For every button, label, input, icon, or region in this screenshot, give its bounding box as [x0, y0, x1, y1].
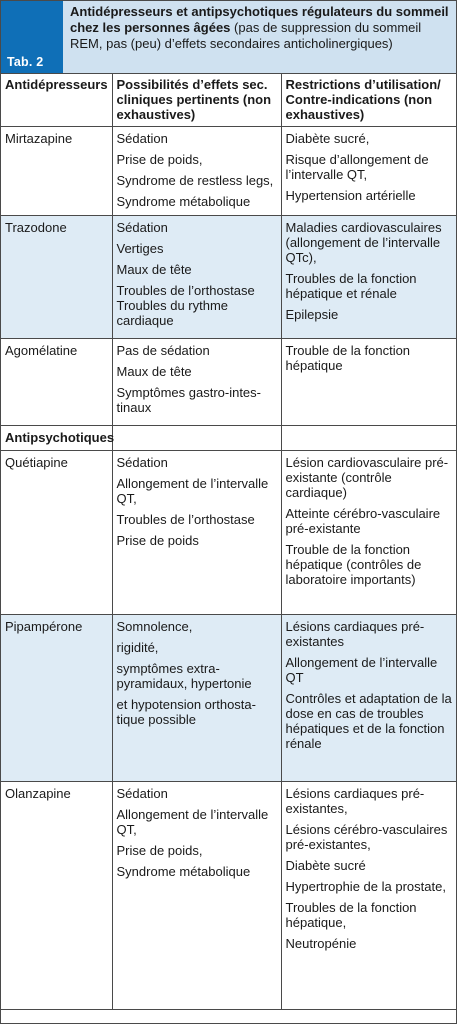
effect-item: Vertiges [116, 241, 164, 256]
drug-name: Agomélatine [1, 339, 112, 426]
effect-item: Maux de tête [116, 364, 192, 379]
effects-cell [112, 615, 281, 782]
restriction-item: Lésions cérébro-vasculaires pré-existantes, [285, 822, 448, 852]
restriction-item: Atteinte cérébro-vasculaire pré-existante [285, 506, 441, 536]
restriction-item: Lésions cardiaques pré-existantes [285, 619, 425, 649]
effect-item: symptômes extra-pyramidaux, hypertonie [116, 661, 252, 691]
restriction-item: Diabète sucré, [285, 131, 370, 146]
restriction-item: Neutropénie [285, 936, 357, 951]
restriction-item: Epilepsie [285, 307, 339, 322]
effect-item: Somnolence, [116, 619, 193, 634]
restriction-item: Contrôles et adaptation de la dose en cas de troubles hépatiques et de la fonction rénale [285, 691, 452, 751]
table-row [1, 127, 456, 216]
table-row [1, 782, 456, 1010]
effect-item: Sédation [116, 786, 168, 801]
effect-item: rigidité, [116, 640, 159, 655]
restriction-item: Hypertension artérielle [285, 188, 416, 203]
drug-name: Pipampérone [1, 615, 112, 782]
restriction-item: Maladies cardiovasculaires (allongement de l’intervalle QTc), [285, 220, 442, 265]
effects-cell [112, 339, 281, 426]
table-row [1, 615, 456, 782]
restriction-item: Diabète sucré [285, 858, 366, 873]
table-row [1, 339, 456, 426]
restrictions-cell [281, 216, 456, 339]
table-header [1, 1, 456, 74]
table-row [1, 216, 456, 339]
effects-cell [112, 782, 281, 1010]
effect-item: Allongement de l’intervalle QT, [116, 476, 269, 506]
restrictions-cell [281, 339, 456, 426]
restriction-item: Troubles de la fonction hépatique et rénale [285, 271, 417, 301]
column-header-drug: Antidépresseurs [1, 74, 112, 127]
caption-title-bold: Antidépresseurs et antipsychotiques régulateurs du sommeil chez les personnes âgées [70, 4, 449, 35]
restriction-item: Hypertrophie de la prostate, [285, 879, 446, 894]
table-caption [63, 1, 456, 73]
tab-label [1, 1, 63, 73]
restriction-item: Trouble de la fonction hépatique (contrôles de laboratoire importants) [285, 542, 422, 587]
section-header-row [1, 426, 456, 451]
effects-cell [112, 127, 281, 216]
effect-item: Prise de poids, [116, 843, 203, 858]
restriction-item: Lésions cardiaques pré-existantes, [285, 786, 425, 816]
effects-cell [112, 451, 281, 615]
drug-name: Olanzapine [1, 782, 112, 1010]
effect-item: Troubles de l’orthostase Troubles du rythme cardiaque [116, 283, 255, 328]
restriction-item: Troubles de la fonction hépatique, [285, 900, 417, 930]
effects-cell [112, 216, 281, 339]
drug-name: Trazodone [1, 216, 112, 339]
effect-item: Syndrome de restless legs, [116, 173, 274, 188]
drug-table [1, 74, 456, 1010]
caption-title-normal: (pas de suppression du sommeil REM, pas (peu) d’effets secondaires anticholinergiques) [70, 20, 422, 51]
restrictions-cell [281, 451, 456, 615]
effect-item: Syndrome métabolique [116, 194, 251, 209]
empty-cell [112, 426, 281, 451]
effect-item: Maux de tête [116, 262, 192, 277]
tab-label-text: Tab. 2 [7, 55, 44, 69]
section-title: Antipsychotiques [1, 426, 112, 451]
drug-name: Quétiapine [1, 451, 112, 615]
effect-item: Syndrome métabolique [116, 864, 251, 879]
column-header-row [1, 74, 456, 127]
restrictions-cell [281, 782, 456, 1010]
effect-item: Pas de sédation [116, 343, 210, 358]
empty-cell [281, 426, 456, 451]
effect-item: Symptômes gastro-intes-tinaux [116, 385, 261, 415]
effect-item: Allongement de l’intervalle QT, [116, 807, 269, 837]
effect-item: Sédation [116, 220, 168, 235]
effect-item: Sédation [116, 131, 168, 146]
effect-item: et hypotension orthosta-tique possible [116, 697, 256, 727]
table-row [1, 451, 456, 615]
effect-item: Troubles de l’orthostase [116, 512, 255, 527]
restriction-item: Trouble de la fonction hépatique [285, 343, 411, 373]
effect-item: Prise de poids, [116, 152, 203, 167]
restriction-item: Allongement de l’intervalle QT [285, 655, 438, 685]
column-header-restrictions: Restrictions d’utilisation/ Contre-indications (non exhaustives) [281, 74, 456, 127]
column-header-effects: Possibilités d’effets sec. cliniques pertinents (non exhaustives) [112, 74, 281, 127]
effect-item: Sédation [116, 455, 168, 470]
restrictions-cell [281, 615, 456, 782]
drug-name: Mirtazapine [1, 127, 112, 216]
restriction-item: Lésion cardiovasculaire pré-existante (contrôle cardiaque) [285, 455, 449, 500]
restrictions-cell [281, 127, 456, 216]
restriction-item: Risque d’allongement de l’intervalle QT, [285, 152, 429, 182]
effect-item: Prise de poids [116, 533, 199, 548]
